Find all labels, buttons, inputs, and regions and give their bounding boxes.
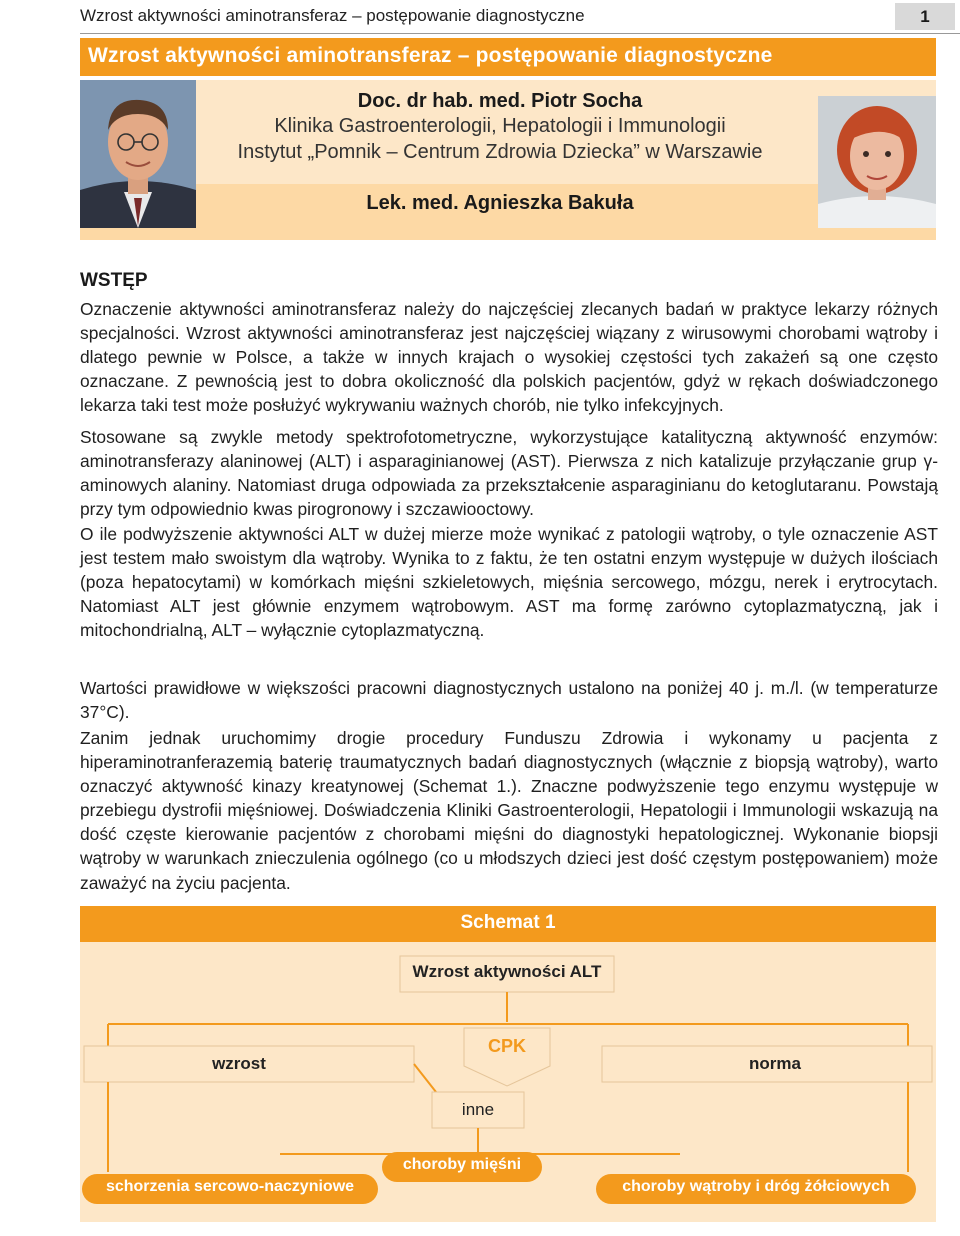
affiliation-line-2: Instytut „Pomnik – Centrum Zdrowia Dziecka” w Warszawie [237,141,763,163]
paragraph-3: O ile podwyższenie aktywności ALT w dużej mierze może wynikać z patologii wątroby, o tyle oznaczenie AST jest testem mało swoistym dla wątroby. Wynika to z faktu, że ten ostatni enzym występuje w dużych ilościach (poza hepatocytami) w komórkach mięśni szkieletowych, mięśnia sercowego, mózgu, nerek i erytrocytach. Natomiast ALT jest głównie enzymem wątrobowym. AST ma formę zarówno cytoplazmatyczną, jak i mitochondrialną, ALT – wyłącznie cytoplazmatyczną. [80,524,938,641]
paragraph-1: Oznaczenie aktywności aminotransferaz należy do najczęściej zlecanych badań w praktyce lekarzy różnych specjalności. Wzrost aktywności aminotransferaz jest najczęściej wiązany z wirusowymi chorobami wątroby i dlatego pewnie w Polsce, a także w innych krajach o wysokiej częstości tych zakażeń są one często oznaczane. Z pewnością jest to dobra okoliczność dla polskich pacjentów, gdyż w rękach doświadczonego lekarza taki test może posłużyć wykrywaniu ważnych chorób, nie tylko infekcyjnych. [80,299,938,416]
scheme-root: Wzrost aktywności ALT [412,962,602,981]
paragraph-5: Zanim jednak uruchomimy drogie procedury Funduszu Zdrowia i wykonamy u pacjenta z hiperaminotranferazemią baterię traumatycznych badań diagnostycznych (włącznie z biopsją wątroby), warto oznaczyć aktywność kinazy kreatynowej (Schemat 1.). Znaczne podwyższenie tego enzymu występuje w przebiegu dystrofii mięśniowej. Doświadczenia Kliniki Gastroenterologii, Hepatologii i Immunologii wskazują na dość częste kierowanie pacjentów z chorobami mięśni do diagnostyki hepatologicznej. Wykonanie biopsji wątroby w warunkach znieczulenia ogólnego (co u młodszych dzieci jest dość częstym postępowaniem) może zaważyć na życiu pacjenta. [80,728,938,893]
scheme-title: Schemat 1 [460,912,556,933]
section-heading: WSTĘP [80,270,148,291]
scheme-area [80,942,936,1222]
paragraph-4: Wartości prawidłowe w większości pracowni diagnostycznych ustalono na poniżej 40 j. m./l. (w temperaturze 37°C). [80,678,938,723]
scheme-bottom-left: schorzenia sercowo-naczyniowe [105,1178,355,1195]
author1-name: Doc. dr hab. med. Piotr Socha [357,90,643,112]
paragraph-2: Stosowane są zwykle metody spektrofotometryczne, wykorzystujące katalityczną aktywność enzymów: aminotransferazy alaninowej (ALT) i asparaginianowej (AST). Pierwsza z nich katalizuje przyłączanie grup γ-aminowych alaniny. Natomiast druga odpowiada za przekształcenie asparaginianu do ketoglutaranu. Powstają przy tym odpowiednio kwas pirogronowy i szczawiooctowy. [80,427,938,520]
header-divider [80,33,960,34]
page-number: 1 [895,3,955,30]
scheme-right-norma: norma [749,1054,801,1073]
scheme-left-wzrost: wzrost [212,1054,266,1073]
author-block-1 [200,90,800,165]
scheme-bottom-middle: choroby mięśni [402,1156,522,1173]
article-title: Wzrost aktywności aminotransferaz – postępowanie diagnostyczne [88,44,773,67]
scheme-bottom-right: choroby wątroby i dróg żółciowych [622,1178,890,1195]
scheme-middle-inne: inne [461,1100,495,1119]
running-header-title: Wzrost aktywności aminotransferaz – postępowanie diagnostyczne [80,6,585,25]
affiliation-line-1: Klinika Gastroenterologii, Hepatologii i Immunologii [274,115,726,137]
scheme-cpk: CPK [487,1036,526,1056]
author2-name: Lek. med. Agnieszka Bakuła [366,192,634,214]
author-photo-right [818,96,936,228]
author-photo-left [80,80,196,228]
